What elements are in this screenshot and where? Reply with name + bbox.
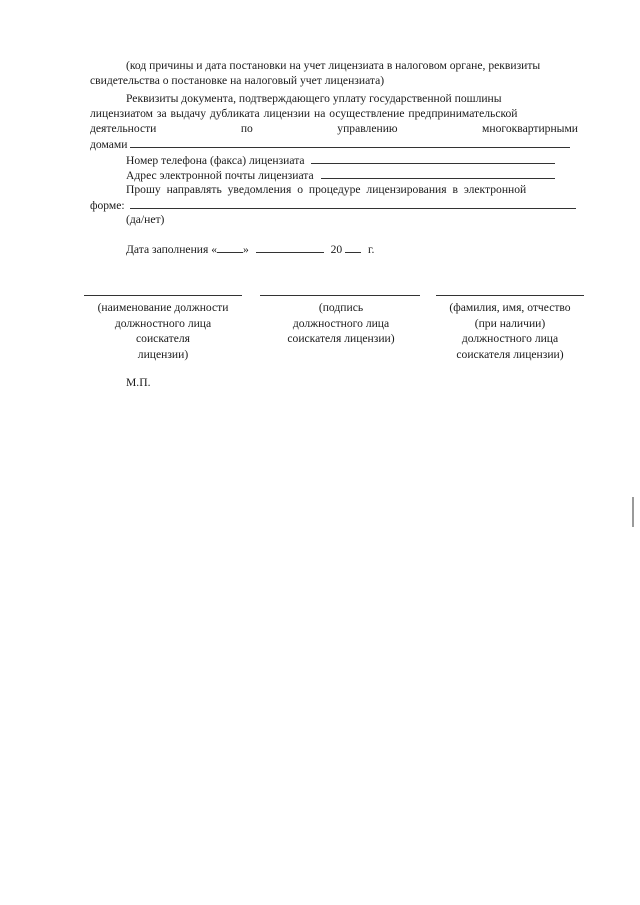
notify-text: Прошу направлять уведомления о процедуре лицензирования в электронной	[126, 183, 527, 196]
date-day-field[interactable]	[217, 241, 243, 253]
caption-fullname-line: (при наличии)	[474, 316, 546, 330]
email-label: Адрес электронной почты лицензиата	[126, 169, 314, 182]
fee-document-field[interactable]	[130, 136, 570, 148]
word-by: по	[240, 122, 253, 135]
word-houses: домами	[90, 138, 128, 151]
taxpayer-details-caption	[90, 58, 578, 73]
fee-document-line-1	[90, 91, 578, 106]
fee-document-text-2: лицензиатом за выдачу дубликата лицензии на осуществление предпринимательской	[90, 107, 518, 120]
caption-fullname-line: соискателя лицензии)	[456, 347, 564, 361]
notify-hint-row	[90, 212, 578, 227]
caption-fullname	[432, 300, 588, 362]
caption-signature	[262, 300, 420, 347]
notify-row-2	[90, 197, 578, 212]
stamp-place: М.П.	[126, 376, 151, 389]
notify-field[interactable]	[130, 197, 576, 209]
date-label: Дата заполнения «	[126, 243, 218, 256]
word-apartment: многоквартирными	[482, 122, 578, 135]
fee-document-text-1: Реквизиты документа, подтверждающего уплату государственной пошлины	[126, 92, 502, 105]
caption-signature-line: должностного лица	[292, 316, 390, 330]
fee-document-line-3	[90, 121, 578, 136]
caption-position-line: соискателя	[136, 332, 190, 345]
date-month-field[interactable]	[256, 241, 324, 253]
email-field[interactable]	[321, 167, 555, 179]
date-close-quote: »	[243, 243, 249, 256]
word-activity: деятельности	[90, 122, 157, 135]
phone-label: Номер телефона (факса) лицензиата	[126, 154, 305, 167]
phone-field[interactable]	[311, 152, 555, 164]
word-management: управлению	[337, 122, 398, 135]
date-year-field[interactable]	[345, 241, 361, 253]
phone-row	[90, 152, 578, 167]
email-row	[90, 167, 578, 182]
fee-document-line-4	[90, 136, 578, 151]
caption-position	[84, 300, 242, 362]
caption-line-2: свидетельства о постановке на налоговый учет лицензиата)	[90, 74, 385, 87]
fee-document-line-2	[90, 106, 578, 121]
caption-signature-line: (подпись	[318, 301, 364, 314]
scan-edge-mark	[632, 497, 634, 527]
date-row	[90, 241, 578, 256]
caption-position-line: должностного лица	[114, 316, 212, 330]
caption-signature-line: соискателя лицензии)	[287, 332, 395, 345]
caption-line-1: (код причины и дата постановки на учет лицензиата в налоговом органе, реквизиты	[126, 59, 541, 72]
caption-fullname-line: (фамилия, имя, отчество	[449, 301, 571, 314]
date-year-prefix: 20	[330, 243, 343, 256]
notify-row-1	[90, 182, 578, 197]
date-year-suffix: г.	[368, 243, 375, 256]
signature-line-position[interactable]	[84, 295, 242, 296]
taxpayer-details-caption-2	[90, 73, 578, 88]
caption-fullname-line: должностного лица	[461, 332, 559, 345]
caption-position-line: лицензии)	[137, 347, 189, 361]
signature-line-sign[interactable]	[260, 295, 420, 296]
notify-form-label: форме:	[90, 199, 125, 212]
signature-line-name[interactable]	[436, 295, 584, 296]
caption-position-line: (наименование должности	[97, 301, 229, 314]
notify-hint: (да/нет)	[126, 213, 165, 226]
